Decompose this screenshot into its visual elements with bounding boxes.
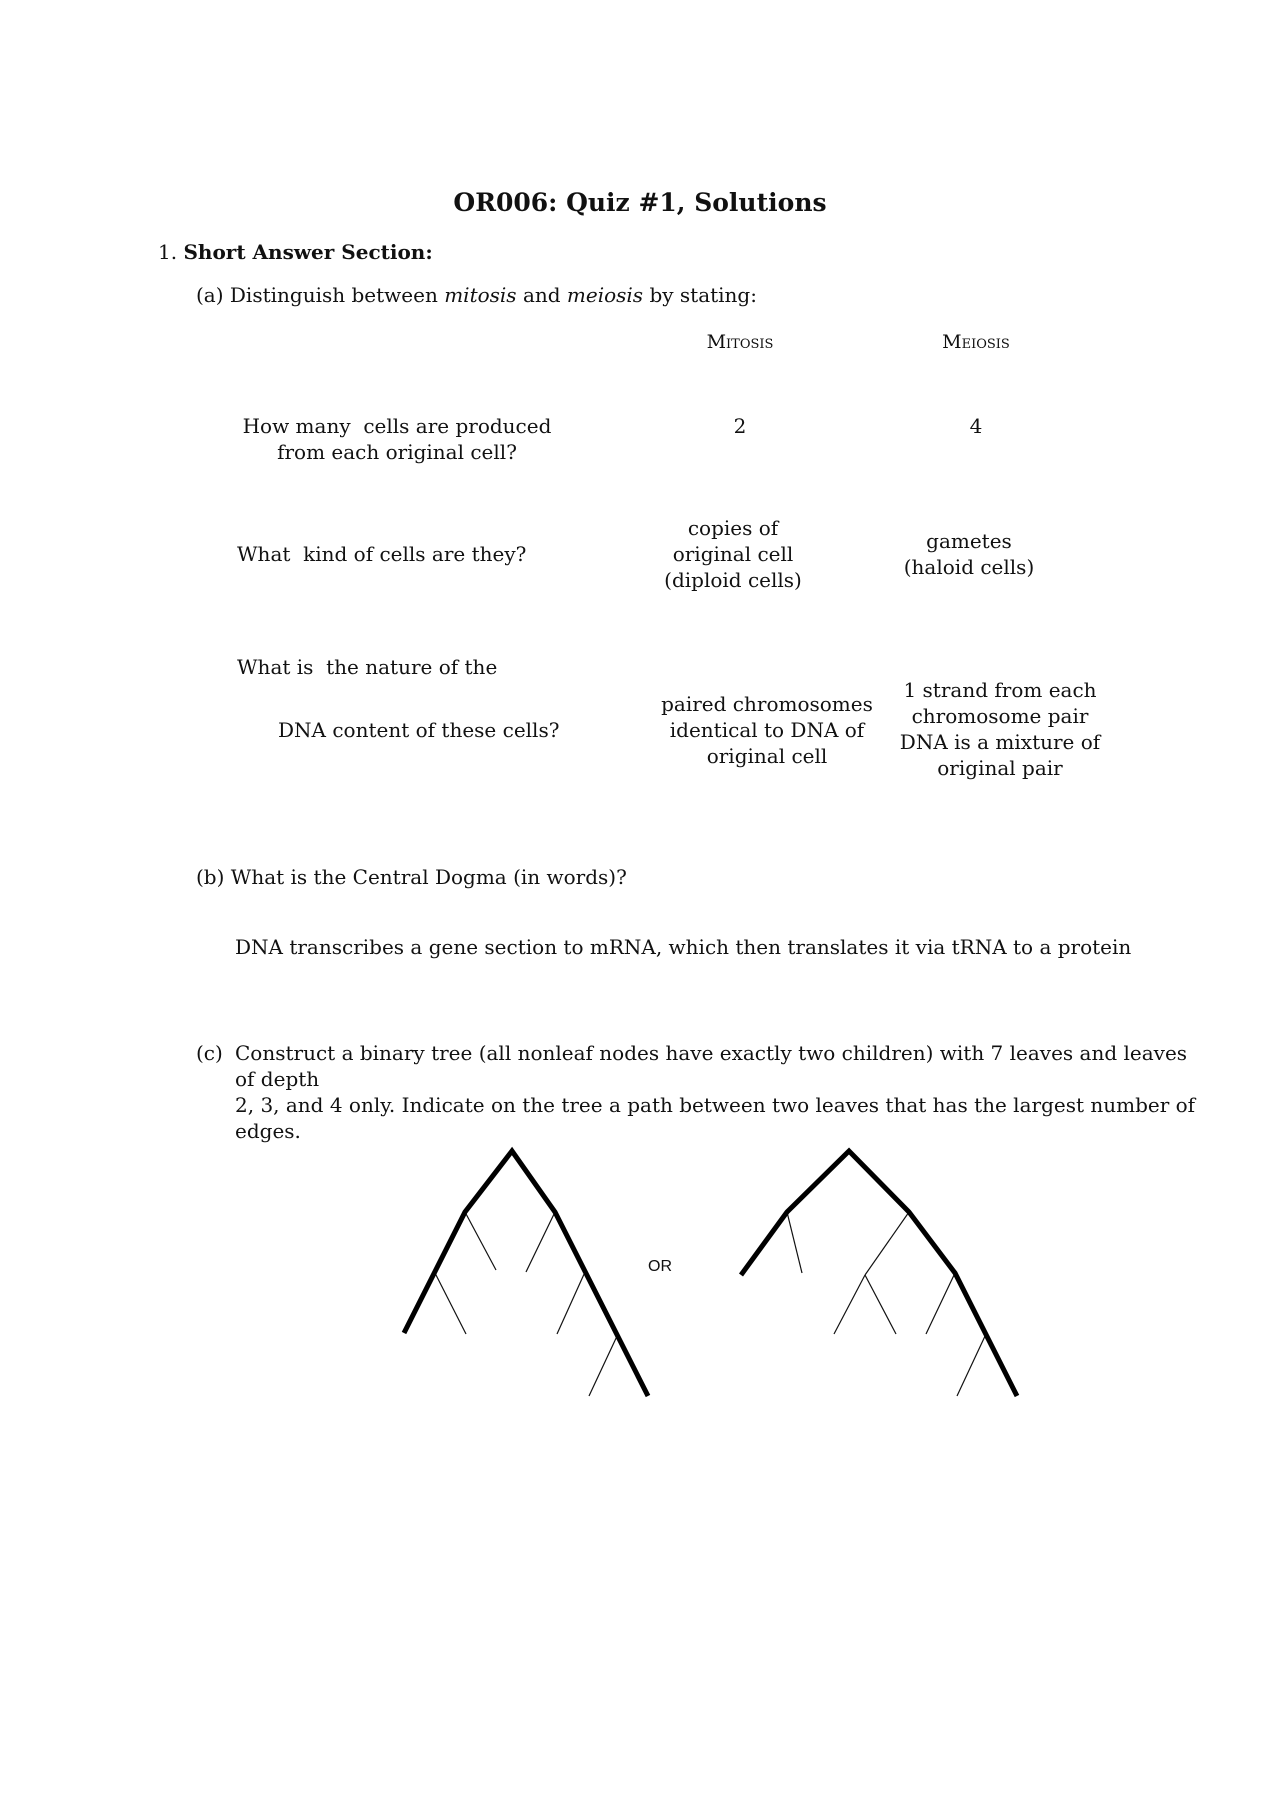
term-meiosis: meiosis [566,283,644,307]
row-1-question [237,413,557,465]
tree-left-edge [435,1273,466,1334]
row-2-mitosis [613,515,853,593]
question-1-title: Short Answer Section: [183,240,433,264]
row-1-question-line-1: How many cells are produced [242,414,552,438]
question-b-prompt [196,865,627,889]
question-c-text [235,1040,1205,1144]
column-header-meiosis: Meiosis [942,331,1010,353]
row-3-meiosis [880,677,1120,781]
row-1-meiosis-line-1: 4 [969,414,983,438]
question-b-text: What is the Central Dogma (in words)? [230,865,627,889]
tree-right-edge [865,1212,909,1275]
binary-tree-right [741,1151,1017,1396]
row-2-meiosis [849,528,1089,580]
row-2-mitosis-line-2: original cell [672,542,794,566]
question-a-prefix: Distinguish between [229,283,438,307]
binary-tree-diagrams [0,1130,1280,1430]
row-2-meiosis-line-2: (haloid cells) [903,555,1035,579]
row-3-mitosis [647,691,887,769]
tree-left-edge [557,1272,585,1334]
question-a-prompt [196,283,757,307]
row-2-mitosis-line-3: (diploid cells) [664,568,802,592]
question-1-number: 1. [158,240,178,264]
row-1-question-line-2: from each original cell? [277,440,517,464]
question-b-label: (b) [196,865,225,889]
row-2-meiosis-line-1: gametes [926,529,1012,553]
row-3-mitosis-line-3: original cell [706,744,828,768]
row-3-meiosis-line-4: original pair [937,756,1063,780]
tree-left-edge [526,1212,555,1272]
question-b-answer: DNA transcribes a gene section to mRNA, which then translates it via tRNA to a protein [235,935,1132,959]
row-2-question [237,541,526,567]
tree-right-edge [926,1273,955,1334]
tree-right-edge [834,1275,865,1334]
row-3-mitosis-line-2: identical to DNA of [669,718,865,742]
row-1-meiosis [856,413,1096,439]
row-3-mitosis-line-1: paired chromosomes [661,692,873,716]
question-c-line-1: Construct a binary tree (all nonleaf nodes have exactly two children) with 7 leaves and leaves of depth [235,1041,1188,1091]
tree-right-edge [865,1275,896,1334]
question-c-label: (c) [196,1041,223,1065]
question-c-line-2: 2, 3, and 4 only. Indicate on the tree a path between two leaves that has the largest number of edges. [235,1093,1196,1143]
row-3-question-line-2: DNA content of these cells? [278,718,560,742]
row-1-mitosis [620,413,860,439]
row-2-question-line-1: What kind of cells are they? [237,542,527,566]
conjunction: and [522,283,561,307]
row-1-mitosis-line-1: 2 [733,414,747,438]
tree-right-edge [957,1334,986,1396]
or-separator: OR [648,1258,672,1275]
question-a-suffix: by stating: [649,283,757,307]
row-3-meiosis-line-2: chromosome pair [911,704,1089,728]
tree-left-edge [589,1334,618,1396]
page-title: OR006: Quiz #1, Solutions [453,188,827,217]
row-2-mitosis-line-1: copies of [687,516,779,540]
question-1-heading [158,240,433,264]
column-header-mitosis: Mitosis [706,331,774,353]
row-3-question-line-1: What is the nature of the [237,655,498,679]
row-3-meiosis-line-3: DNA is a mixture of [899,730,1101,754]
row-3-meiosis-line-1: 1 strand from each [903,678,1097,702]
question-a-label: (a) [196,283,224,307]
tree-right-longest-path [741,1151,1017,1396]
term-mitosis: mitosis [444,283,517,307]
tree-right-edge [787,1212,802,1273]
tree-left-longest-path [404,1151,648,1396]
binary-tree-left [404,1151,648,1396]
tree-left-edge [465,1212,496,1270]
